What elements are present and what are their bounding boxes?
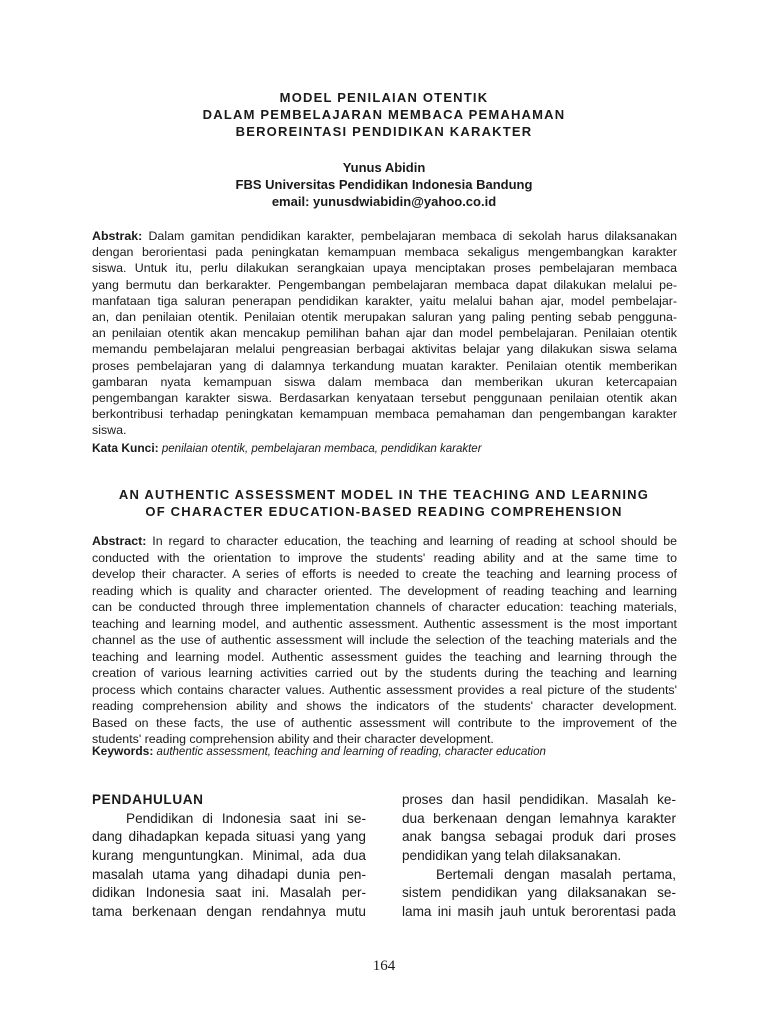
paper-title [0,89,768,140]
kata-kunci-text: penilaian otentik, pembelajaran membaca, pendidikan karakter [158,443,482,455]
keywords-label: Keywords: [92,744,154,758]
text-line: berkontribusi terhadap peningkatan kemampuan membaca pemahaman dan pengembangan karakter [92,407,677,422]
abstract-label: Abstrak: [92,229,143,243]
text-line: gambaran nyata kemampuan siswa dalam membaca dan memberikan ukuran ketercapaian [92,374,677,389]
text-line: memandu pembelajaran melalui pengreasian berbagai aktivitas belajar yang dilakukan siswa selama [92,342,677,357]
title-line: MODEL PENILAIAN OTENTIK [279,90,489,105]
text-line: siswa. Untuk itu, perlu dilakukan serangkaian upaya menciptakan proses pembelajaran membaca [92,261,677,276]
text-line: Bertemali dengan masalah pertama, [436,866,676,882]
text-line: an, dan penilaian otentik. Penilaian otentik merupakan saluran yang paling penting sebab pengguna- [92,309,677,324]
text-line: dengan berorientasi pada peningkatan kemampuan membaca sekaligus mengembangkan karakter [92,245,677,260]
text-line: conducted with the orientation to improve the students' reading ability and at the same time to [92,550,677,565]
text-line: masalah utama yang dihadapi dunia pen- [92,866,366,882]
abstrak-section [92,228,677,438]
author-affiliation: FBS Universitas Pendidikan Indonesia Bandung [235,177,533,192]
text-line: students' reading comprehension ability and their character development. [92,732,494,746]
text-line: manfataan tiga saluran penerapan pendidikan karakter, yaitu melalui bahan ajar, model pembelajar- [92,293,677,308]
abstract-label: Abstract: [92,534,147,548]
text-line: anak bangsa sebagai produk dari proses [402,829,676,845]
text-line: didikan Indonesia saat ini. Masalah per- [92,885,366,901]
text-line: yang bermutu dan berkarakter. Pengembangan pembelajaran membaca dapat dilakukan melalui pe- [92,277,677,292]
text-line: channel as the use of authentic assessment will include the selection of the teaching materials and the [92,633,677,647]
right-column [402,791,676,922]
text-line: siswa. [92,423,127,438]
kata-kunci-label: Kata Kunci: [92,441,159,455]
text-line: can be conducted through three implementation channels of character education: teaching materials, [92,600,677,614]
text-line: proses dan hasil pendidikan. Masalah ke- [402,792,676,807]
text-line: dua berkenaan dengan lemahnya karakter [402,810,676,826]
title-line: OF CHARACTER EDUCATION-BASED READING COMPREHENSION [145,504,623,519]
title-line: AN AUTHENTIC ASSESSMENT MODEL IN THE TEACHING AND LEARNING [118,487,650,502]
text-line [92,533,677,550]
author-email: email: yunusdwiabidin@yahoo.co.id [271,194,497,209]
abstract-section [92,533,677,748]
text-line: reading comprehension ability and shows the indicators of the students' character development. [92,699,677,713]
text-line: Pendidikan di Indonesia saat ini se- [126,810,366,826]
text-line: lama ini masih jauh untuk berorentasi pada [402,904,676,920]
text-line: sistem pendidikan yang dilaksanakan se- [402,885,676,901]
text-line: kurang menguntungkan. Minimal, ada dua [92,848,366,864]
page-number: 164 [372,958,396,974]
text-line: reading which is quality and character oriented. The development of reading teaching and learning [92,583,677,598]
english-title [0,486,768,520]
title-line: DALAM PEMBELAJARAN MEMBACA PEMAHAMAN [202,107,566,122]
section-heading: PENDAHULUAN [92,792,204,807]
text-line: tama berkenaan dengan rendahnya mutu [92,904,366,920]
text-line: an penilaian otentik akan mencakup pemilihan bahan ajar dan model pembelajaran. Penilaian otentik [92,326,677,341]
text-line: pengembangan karakter siswa. Berdasarkan kenyataan tersebut penggunaan penilaian otentik akan [92,390,677,405]
text-line: process which contains character values. Authentic assessment provides a real picture of the students' [92,682,677,697]
text-line-content: In regard to character education, the teaching and learning of reading at school should be [146,534,677,548]
keywords-text: authentic assessment, teaching and learning of reading, character education [153,746,546,758]
author-block [0,159,768,210]
title-line: BEROREINTASI PENDIDIKAN KARAKTER [235,124,533,139]
text-line: dang dihadapkan kepada situasi yang yang [92,829,366,845]
text-line: creation of various learning activities carried out by the students during the teaching and learning [92,666,677,680]
text-line-content: Dalam gamitan pendidikan karakter, pembelajaran membaca di sekolah harus dilaksanakan [142,229,677,243]
text-line: develop their character. A series of efforts is needed to create the teaching and learning process of [92,567,677,581]
left-column [92,791,366,922]
text-line: proses pembelajaran yang di dalamnya terkandung muatan karakter. Penilaian otentik memberikan [92,358,677,373]
kata-kunci [92,441,677,455]
text-line: Based on these facts, the use of authentic assessment will contribute to the improvement of the [92,715,677,730]
text-line [92,228,677,244]
text-line: teaching and learning model, and authentic assessment. Authentic assessment is the most important [92,616,677,631]
text-line: teaching and learning model. Authentic assessment guides the teaching and learning through the [92,649,677,664]
text-line: pendidikan yang telah dilaksanakan. [402,848,622,864]
keywords [92,744,677,758]
author-name: Yunus Abidin [342,160,426,175]
